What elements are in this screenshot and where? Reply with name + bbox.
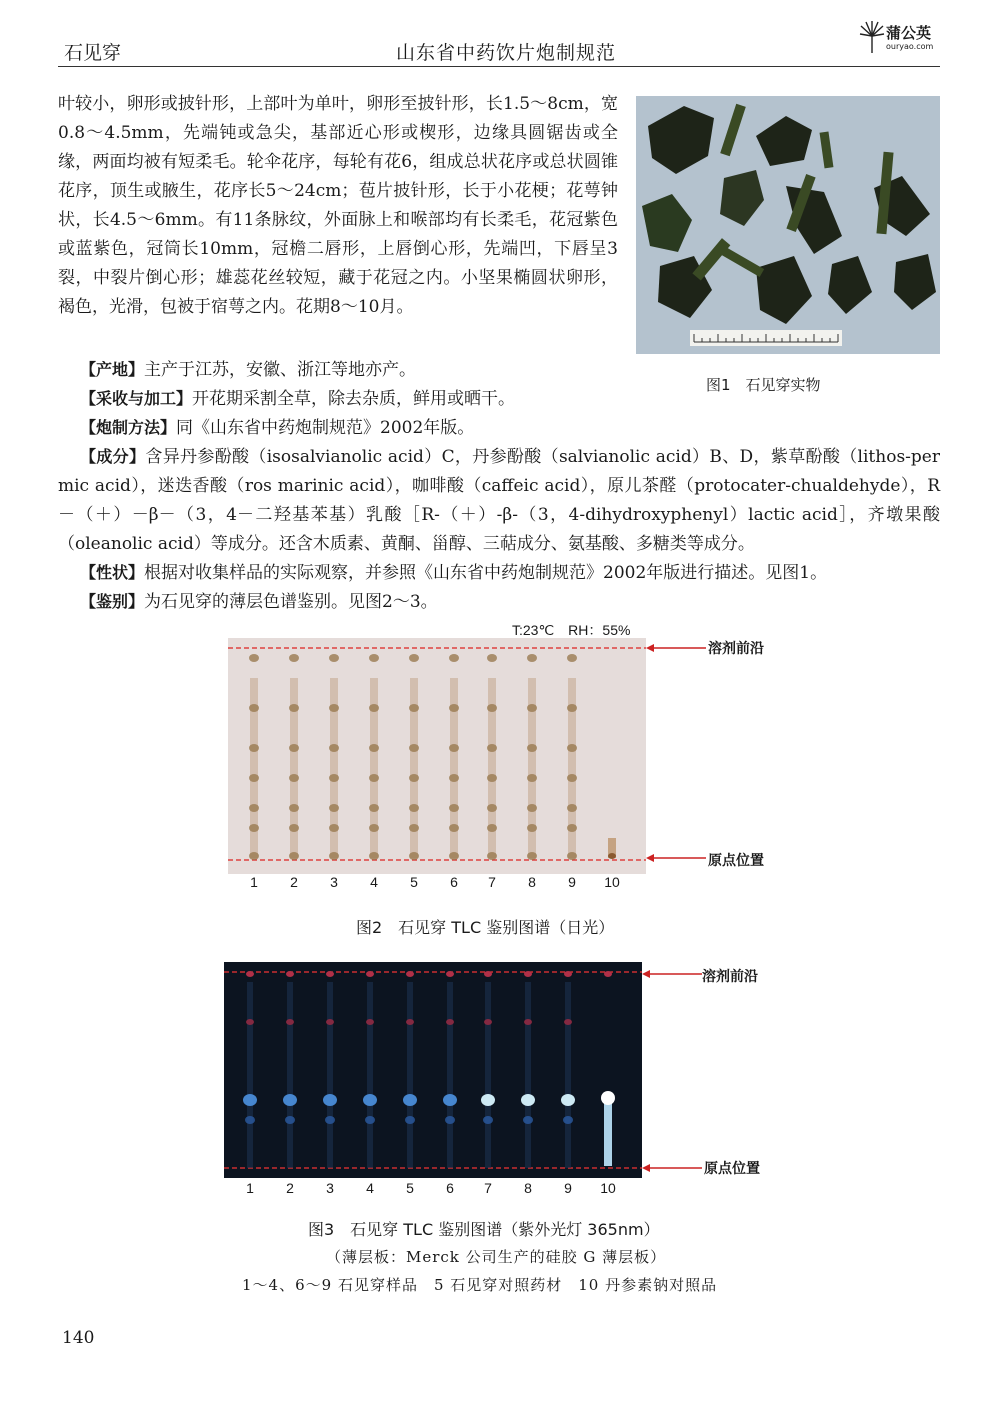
lane-number: 5 (410, 874, 418, 890)
tlc-spot (524, 971, 532, 977)
tlc-spot (487, 744, 497, 752)
fig2-conditions: T:23℃ RH：55% (512, 622, 631, 638)
logo-text: 蒲公英 (886, 24, 932, 42)
lane-number: 1 (246, 1180, 254, 1196)
tlc-spot (487, 852, 497, 860)
tlc-spot (369, 804, 379, 812)
tlc-spot (289, 774, 299, 782)
tlc-spot (329, 704, 339, 712)
tlc-spot (329, 804, 339, 812)
tlc-spot (286, 1019, 294, 1025)
tlc-spot (366, 1019, 374, 1025)
tlc-spot (286, 971, 294, 977)
tlc-spot (323, 1094, 337, 1106)
fig2-lane-numbers (228, 874, 646, 894)
tlc-lane-streak (247, 982, 253, 1168)
section-harvest-text: 开花期采割全草，除去杂质，鲜用或晒干。 (192, 389, 516, 409)
tlc-spot (527, 744, 537, 752)
section-components (58, 442, 940, 559)
tlc-spot (409, 654, 419, 662)
tlc-spot (449, 704, 459, 712)
tlc-spot (289, 852, 299, 860)
tlc-spot (487, 804, 497, 812)
fig3-pointer-arrows (642, 966, 706, 1176)
tlc-lane-streak (525, 982, 531, 1168)
lane-number: 9 (568, 874, 576, 890)
tlc-spot (369, 774, 379, 782)
section-origin-text: 主产于江苏，安徽、浙江等地亦产。 (144, 360, 417, 380)
section-characters (58, 558, 940, 588)
tlc-spot (289, 804, 299, 812)
header-section-title: 石见穿 (64, 42, 122, 64)
tlc-spot (406, 1019, 414, 1025)
tlc-spot (249, 744, 259, 752)
lane-number: 2 (286, 1180, 294, 1196)
tlc-spot (527, 654, 537, 662)
lane-number: 7 (484, 1180, 492, 1196)
tlc-spot (527, 824, 537, 832)
tlc-spot (527, 852, 537, 860)
tlc-spot (524, 1019, 532, 1025)
tlc-spot (481, 1094, 495, 1106)
tlc-spot (329, 824, 339, 832)
tlc-spot (564, 971, 572, 977)
tlc-spot (487, 654, 497, 662)
tlc-spot (409, 852, 419, 860)
tlc-spot (487, 774, 497, 782)
tlc-spot (564, 1019, 572, 1025)
tlc-spot (329, 852, 339, 860)
tlc-spot (366, 971, 374, 977)
tlc-spot (285, 1116, 295, 1124)
figure2-caption: 图2 石见穿 TLC 鉴别图谱（日光） (356, 918, 615, 937)
tlc-spot (329, 744, 339, 752)
tlc-lane-streak (565, 982, 571, 1168)
tlc-spot (449, 774, 459, 782)
tlc-spot (409, 824, 419, 832)
tlc-spot (243, 1094, 257, 1106)
tlc-spot (369, 744, 379, 752)
lane-number: 7 (488, 874, 496, 890)
tlc-spot (449, 804, 459, 812)
tlc-spot (409, 704, 419, 712)
dandelion-logo-icon (858, 20, 886, 54)
tlc-spot (523, 1116, 533, 1124)
fig2-pointer-arrows (646, 640, 710, 866)
section-processing-text: 同《山东省中药炮制规范》2002年版。 (176, 418, 475, 438)
tlc-spot (449, 824, 459, 832)
tlc-spot (289, 824, 299, 832)
tlc-spot (249, 704, 259, 712)
section-components-tag: 【成分】 (80, 447, 146, 466)
herb-specimen-illustration (636, 96, 940, 354)
lane-number: 10 (604, 874, 620, 890)
tlc-spot (445, 1116, 455, 1124)
tlc-spot (449, 852, 459, 860)
tlc-spot (369, 824, 379, 832)
tlc-spot (283, 1094, 297, 1106)
tlc-spot (483, 1116, 493, 1124)
tlc-daylight-lanes (228, 638, 646, 874)
tlc-spot (449, 744, 459, 752)
tlc-spot (484, 971, 492, 977)
tlc-spot (249, 774, 259, 782)
tlc-spot (369, 654, 379, 662)
tlc-lane-streak (287, 982, 293, 1168)
tlc-spot (601, 1091, 615, 1105)
tlc-spot (365, 1116, 375, 1124)
tlc-spot (249, 824, 259, 832)
fig3-lane-numbers (224, 1180, 642, 1200)
lane-number: 4 (370, 874, 378, 890)
tlc-uv-lanes (224, 962, 642, 1178)
tlc-spot (249, 654, 259, 662)
tlc-spot (289, 744, 299, 752)
lane-number: 10 (600, 1180, 616, 1196)
lane-number: 9 (564, 1180, 572, 1196)
lane-number: 5 (406, 1180, 414, 1196)
tlc-lane-streak (604, 1096, 612, 1166)
tlc-spot (487, 704, 497, 712)
fig3-solvent-front-label: 溶剂前沿 (702, 969, 758, 985)
fig3-origin-label: 原点位置 (704, 1161, 760, 1177)
tlc-spot (403, 1094, 417, 1106)
tlc-spot (326, 1019, 334, 1025)
lane-number: 2 (290, 874, 298, 890)
tlc-spot (487, 824, 497, 832)
section-origin (58, 355, 618, 385)
section-identification (58, 587, 940, 617)
figure3-caption: 图3 石见穿 TLC 鉴别图谱（紫外光灯 365nm） (308, 1220, 660, 1239)
fig2-origin-label: 原点位置 (708, 853, 764, 869)
tlc-spot (409, 744, 419, 752)
tlc-spot (289, 704, 299, 712)
tlc-spot (369, 852, 379, 860)
section-harvest (58, 384, 618, 414)
tlc-lane-streak (485, 982, 491, 1168)
lane-number: 1 (250, 874, 258, 890)
tlc-spot (567, 744, 577, 752)
tlc-spot (608, 853, 616, 859)
tlc-spot (446, 971, 454, 977)
section-origin-tag: 【产地】 (80, 360, 145, 379)
lane-number: 3 (330, 874, 338, 890)
tlc-plate-uv (224, 962, 642, 1178)
section-processing-tag: 【炮制方法】 (80, 418, 177, 437)
tlc-spot (561, 1094, 575, 1106)
lane-number: 6 (450, 874, 458, 890)
tlc-spot (604, 971, 612, 977)
tlc-lane-streak (447, 982, 453, 1168)
tlc-spot (567, 824, 577, 832)
section-processing (58, 413, 940, 443)
herb-photo (636, 96, 940, 354)
figure3-plate-note: （薄层板：Merck 公司生产的硅胶 G 薄层板） (326, 1248, 667, 1266)
tlc-spot (484, 1019, 492, 1025)
tlc-spot (246, 971, 254, 977)
tlc-spot (563, 1116, 573, 1124)
section-identification-tag: 【鉴别】 (80, 592, 145, 611)
tlc-spot (449, 654, 459, 662)
tlc-spot (521, 1094, 535, 1106)
tlc-spot (567, 704, 577, 712)
tlc-spot (329, 654, 339, 662)
page-number: 140 (62, 1328, 95, 1348)
description-paragraph: 叶较小，卵形或披针形，上部叶为单叶，卵形至披针形，长1.5～8cm，宽0.8～4.5mm，先端钝或急尖，基部近心形或楔形，边缘具圆锯齿或全缘，两面均被有短柔毛。轮伞花序，每轮有花6，组成总状花序或总状圆锥花序，顶生或腋生，花序长5～24cm；苞片披针形，长于小花梗；花萼钟状，长4.5～6mm。有11条脉纹，外面脉上和喉部均有长柔毛，花冠紫色或蓝紫色，冠筒长10mm，冠檐二唇形，上唇倒心形，先端凹，下唇呈3裂，中裂片倒心形；雄蕊花丝较短，藏于花冠之内。小坚果椭圆状卵形，褐色，光滑，包被于宿萼之内。花期8～10月。 (58, 94, 618, 317)
tlc-spot (245, 1116, 255, 1124)
tlc-spot (369, 704, 379, 712)
logo-url: ouryao.com (886, 42, 934, 51)
lane-number: 3 (326, 1180, 334, 1196)
tlc-lane-streak (367, 982, 373, 1168)
tlc-plate-daylight (228, 638, 646, 874)
tlc-spot (527, 774, 537, 782)
tlc-spot (527, 804, 537, 812)
tlc-lane-streak (407, 982, 413, 1168)
tlc-spot (406, 971, 414, 977)
tlc-lane-streak (327, 982, 333, 1168)
section-components-text: 含异丹参酚酸（isosalvianolic acid）C，丹参酚酸（salvianolic acid）B、D，紫草酚酸（lithos-per mic acid），迷迭香酸（ros marinic acid），咖啡酸（caffeic acid），原儿茶醛（protocater-chualdehyde），R－（＋）－β－（3，4－二羟基苯基）乳酸［R-（＋）-β-（3，4-dihydroxyphenyl）lactic acid］，齐墩果酸（oleanolic acid）等成分。还含木质素、黄酮、甾醇、三萜成分、氨基酸、多糖类等成分。 (58, 447, 940, 554)
tlc-spot (409, 804, 419, 812)
lane-number: 8 (524, 1180, 532, 1196)
tlc-spot (249, 804, 259, 812)
tlc-spot (567, 804, 577, 812)
tlc-spot (329, 774, 339, 782)
section-harvest-tag: 【采收与加工】 (80, 389, 193, 408)
section-identification-text: 为石见穿的薄层色谱鉴别。见图2～3。 (144, 592, 438, 612)
tlc-spot (289, 654, 299, 662)
figure1-caption: 图1 石见穿实物 (706, 376, 821, 394)
tlc-spot (527, 704, 537, 712)
tlc-spot (409, 774, 419, 782)
header-book-title: 山东省中药饮片炮制规范 (396, 42, 617, 64)
header-rule (58, 66, 940, 67)
lane-number: 8 (528, 874, 536, 890)
tlc-spot (443, 1094, 457, 1106)
tlc-spot (567, 852, 577, 860)
figure3-sample-note: 1～4、6～9 石见穿样品 5 石见穿对照药材 10 丹参素钠对照品 (242, 1276, 718, 1294)
tlc-spot (246, 1019, 254, 1025)
tlc-spot (326, 971, 334, 977)
section-characters-tag: 【性状】 (80, 563, 145, 582)
tlc-spot (567, 654, 577, 662)
tlc-spot (363, 1094, 377, 1106)
section-characters-text: 根据对收集样品的实际观察，并参照《山东省中药炮制规范》2002年版进行描述。见图1。 (144, 563, 828, 583)
tlc-spot (567, 774, 577, 782)
lane-number: 4 (366, 1180, 374, 1196)
tlc-spot (405, 1116, 415, 1124)
tlc-spot (249, 852, 259, 860)
tlc-spot (446, 1019, 454, 1025)
tlc-spot (325, 1116, 335, 1124)
lane-number: 6 (446, 1180, 454, 1196)
fig2-solvent-front-label: 溶剂前沿 (708, 641, 764, 657)
